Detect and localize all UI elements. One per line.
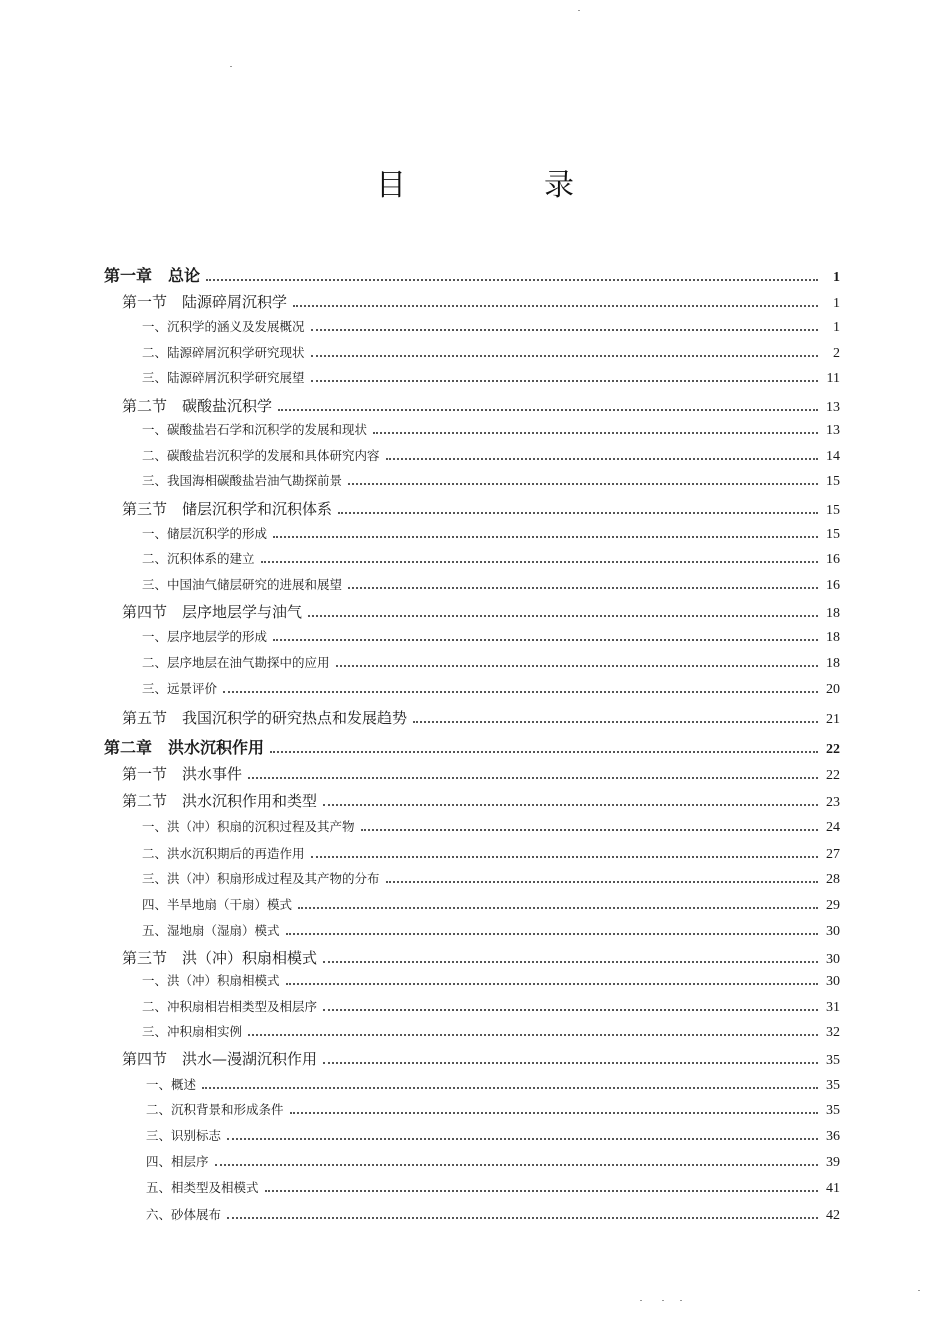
toc-entry-section xyxy=(122,601,840,622)
toc-entry-title: 三、冲积扇相实例 xyxy=(142,1024,243,1039)
toc-entry-title: 二、洪水沉积期后的再造作用 xyxy=(142,846,305,861)
toc-entry-item xyxy=(142,895,840,914)
toc-dot-leader xyxy=(311,355,818,357)
toc-entry-page-number: 21 xyxy=(826,712,840,727)
toc-dot-leader xyxy=(308,615,818,617)
toc-dot-leader xyxy=(298,907,818,909)
toc-entry-section xyxy=(122,291,840,312)
toc-entry-item xyxy=(142,317,840,336)
toc-entry-title: 二、沉积体系的建立 xyxy=(142,551,255,566)
toc-dot-leader xyxy=(323,961,818,963)
toc-entry-title: 第一节 洪水事件 xyxy=(122,765,243,783)
toc-entry-page-number: 18 xyxy=(826,656,840,671)
toc-entry-section xyxy=(122,790,840,811)
toc-entry-title: 三、陆源碎屑沉积学研究展望 xyxy=(142,370,305,385)
toc-entry-title: 四、半旱地扇（干扇）模式 xyxy=(142,897,293,912)
toc-dot-leader xyxy=(348,483,818,485)
toc-entry-title: 三、远景评价 xyxy=(142,681,218,696)
toc-entry-title: 一、沉积学的涵义及发展概况 xyxy=(142,319,305,334)
toc-entry-title: 一、洪（冲）积扇相模式 xyxy=(142,973,280,988)
toc-entry-title: 第四节 洪水—漫湖沉积作用 xyxy=(122,1050,318,1068)
toc-entry-page-number: 2 xyxy=(833,346,840,361)
toc-entry-page-number: 28 xyxy=(826,872,840,887)
toc-entry-title: 二、沉积背景和形成条件 xyxy=(146,1102,284,1117)
toc-entry-page-number: 23 xyxy=(826,795,840,810)
toc-dot-leader xyxy=(248,1034,818,1036)
toc-entry-item2 xyxy=(146,1152,840,1171)
toc-entry-item xyxy=(142,524,840,543)
toc-entry-title: 二、层序地层在油气勘探中的应用 xyxy=(142,655,330,670)
toc-entry-page-number: 22 xyxy=(826,768,840,783)
toc-entry-item xyxy=(142,627,840,646)
toc-dot-leader xyxy=(261,561,818,563)
toc-entry-title: 第三节 储层沉积学和沉积体系 xyxy=(122,500,333,518)
scan-speck xyxy=(578,10,580,11)
toc-entry-title: 第二章 洪水沉积作用 xyxy=(104,738,265,757)
toc-entry-page-number: 35 xyxy=(826,1103,840,1118)
toc-entry-chapter xyxy=(104,263,840,286)
toc-dot-leader xyxy=(336,665,818,667)
toc-entry-page-number: 30 xyxy=(826,974,840,989)
toc-dot-leader xyxy=(413,721,818,723)
toc-entry-title: 一、碳酸盐岩石学和沉积学的发展和现状 xyxy=(142,422,368,437)
toc-entry-page-number: 41 xyxy=(826,1181,840,1196)
toc-entry-page-number: 15 xyxy=(826,527,840,542)
toc-entry-page-number: 18 xyxy=(826,606,840,621)
toc-entry-title: 五、相类型及相模式 xyxy=(146,1180,259,1195)
toc-entry-item xyxy=(142,844,840,863)
toc-entry-page-number: 30 xyxy=(826,952,840,967)
toc-dot-leader xyxy=(348,587,818,589)
toc-entry-page-number: 1 xyxy=(833,296,840,311)
toc-entry-page-number: 13 xyxy=(826,400,840,415)
toc-entry-title: 三、中国油气储层研究的进展和展望 xyxy=(142,577,343,592)
toc-entry-page-number: 13 xyxy=(826,423,840,438)
toc-entry-page-number: 30 xyxy=(826,924,840,939)
toc-dot-leader xyxy=(273,536,818,538)
toc-entry-title: 一、层序地层学的形成 xyxy=(142,629,268,644)
scan-speck xyxy=(230,66,232,67)
scan-speck xyxy=(918,1290,920,1291)
toc-entry-page-number: 27 xyxy=(826,847,840,862)
toc-dot-leader xyxy=(278,409,818,411)
toc-entry-page-number: 35 xyxy=(826,1053,840,1068)
toc-entry-item2 xyxy=(146,1178,840,1197)
toc-entry-title: 第四节 层序地层学与油气 xyxy=(122,603,303,621)
toc-entry-title: 第一节 陆源碎屑沉积学 xyxy=(122,293,288,311)
toc-dot-leader xyxy=(223,691,818,693)
toc-dot-leader xyxy=(273,639,818,641)
toc-entry-page-number: 16 xyxy=(826,552,840,567)
toc-entry-title: 二、陆源碎屑沉积学研究现状 xyxy=(142,345,305,360)
toc-entry-item xyxy=(142,679,840,698)
toc-dot-leader xyxy=(227,1217,818,1219)
toc-entry-item2 xyxy=(146,1205,840,1224)
toc-entry-item xyxy=(142,921,840,940)
toc-entry-item xyxy=(142,817,840,836)
toc-entry-page-number: 22 xyxy=(826,742,840,757)
toc-entry-title: 四、相层序 xyxy=(146,1154,209,1169)
toc-entry-section xyxy=(122,1048,840,1069)
toc-entry-section xyxy=(122,763,840,784)
toc-entry-title: 三、识别标志 xyxy=(146,1128,222,1143)
toc-entry-item xyxy=(142,869,840,888)
toc-dot-leader xyxy=(270,751,818,753)
toc-dot-leader xyxy=(311,856,818,858)
toc-dot-leader xyxy=(286,933,818,935)
toc-dot-leader xyxy=(386,881,818,883)
toc-entry-page-number: 35 xyxy=(826,1078,840,1093)
page-title: 目 录 xyxy=(376,168,628,203)
toc-entry-section xyxy=(122,707,840,728)
toc-entry-item xyxy=(142,997,840,1016)
toc-entry-title: 六、砂体展布 xyxy=(146,1207,222,1222)
toc-entry-page-number: 24 xyxy=(826,820,840,835)
toc-entry-item xyxy=(142,549,840,568)
toc-entry-item xyxy=(142,653,840,672)
toc-entry-section xyxy=(122,498,840,519)
toc-entry-item xyxy=(142,446,840,465)
toc-entry-item xyxy=(142,971,840,990)
scan-speck xyxy=(680,1300,682,1301)
toc-entry-chapter xyxy=(104,735,840,758)
toc-entry-page-number: 42 xyxy=(826,1208,840,1223)
toc-entry-item xyxy=(142,368,840,387)
toc-dot-leader xyxy=(293,305,818,307)
toc-entry-page-number: 29 xyxy=(826,898,840,913)
toc-entry-item xyxy=(142,1022,840,1041)
toc-dot-leader xyxy=(202,1087,818,1089)
toc-dot-leader xyxy=(206,279,818,281)
toc-entry-item2 xyxy=(146,1100,840,1119)
toc-dot-leader xyxy=(227,1138,818,1140)
toc-entry-title: 第三节 洪（冲）积扇相模式 xyxy=(122,949,318,967)
toc-entry-page-number: 15 xyxy=(826,503,840,518)
toc-entry-title: 二、碳酸盐岩沉积学的发展和具体研究内容 xyxy=(142,448,380,463)
toc-dot-leader xyxy=(323,1062,818,1064)
toc-dot-leader xyxy=(386,458,818,460)
toc-dot-leader xyxy=(311,329,818,331)
toc-entry-page-number: 11 xyxy=(826,371,840,386)
toc-entry-page-number: 18 xyxy=(826,630,840,645)
toc-dot-leader xyxy=(290,1112,818,1114)
toc-entry-title: 第一章 总论 xyxy=(104,266,201,285)
toc-entry-title: 第五节 我国沉积学的研究热点和发展趋势 xyxy=(122,709,408,727)
toc-dot-leader xyxy=(323,1009,818,1011)
toc-entry-title: 一、概述 xyxy=(146,1077,197,1092)
scan-speck xyxy=(640,1300,642,1301)
scan-speck xyxy=(662,1300,664,1301)
toc-entry-title: 三、洪（冲）积扇形成过程及其产物的分布 xyxy=(142,871,380,886)
toc-dot-leader xyxy=(248,777,818,779)
toc-entry-page-number: 1 xyxy=(833,320,840,335)
toc-dot-leader xyxy=(286,983,818,985)
toc-entry-section xyxy=(122,395,840,416)
toc-entry-title: 三、我国海相碳酸盐岩油气勘探前景 xyxy=(142,473,343,488)
toc-dot-leader xyxy=(373,432,818,434)
toc-entry-page-number: 1 xyxy=(833,270,840,285)
toc-entry-section xyxy=(122,947,840,968)
toc-entry-title: 第二节 洪水沉积作用和类型 xyxy=(122,792,318,810)
toc-entry-item2 xyxy=(146,1075,840,1094)
toc-entry-title: 一、储层沉积学的形成 xyxy=(142,526,268,541)
toc-entry-item xyxy=(142,343,840,362)
toc-entry-page-number: 32 xyxy=(826,1025,840,1040)
toc-dot-leader xyxy=(311,380,818,382)
toc-entry-title: 二、冲积扇相岩相类型及相层序 xyxy=(142,999,318,1014)
toc-dot-leader xyxy=(361,829,818,831)
toc-entry-item xyxy=(142,575,840,594)
toc-entry-item2 xyxy=(146,1126,840,1145)
toc-entry-page-number: 15 xyxy=(826,474,840,489)
toc-dot-leader xyxy=(338,512,818,514)
toc-entry-item xyxy=(142,471,840,490)
toc-entry-page-number: 39 xyxy=(826,1155,840,1170)
toc-entry-title: 一、洪（冲）积扇的沉积过程及其产物 xyxy=(142,819,355,834)
toc-entry-page-number: 36 xyxy=(826,1129,840,1144)
toc-entry-item xyxy=(142,420,840,439)
toc-entry-title: 第二节 碳酸盐沉积学 xyxy=(122,397,273,415)
toc-dot-leader xyxy=(323,804,818,806)
toc-dot-leader xyxy=(215,1164,818,1166)
toc-entry-page-number: 14 xyxy=(826,449,840,464)
toc-entry-title: 五、湿地扇（湿扇）模式 xyxy=(142,923,280,938)
toc-entry-page-number: 16 xyxy=(826,578,840,593)
toc-entry-page-number: 20 xyxy=(826,682,840,697)
toc-dot-leader xyxy=(265,1190,818,1192)
toc-entry-page-number: 31 xyxy=(826,1000,840,1015)
